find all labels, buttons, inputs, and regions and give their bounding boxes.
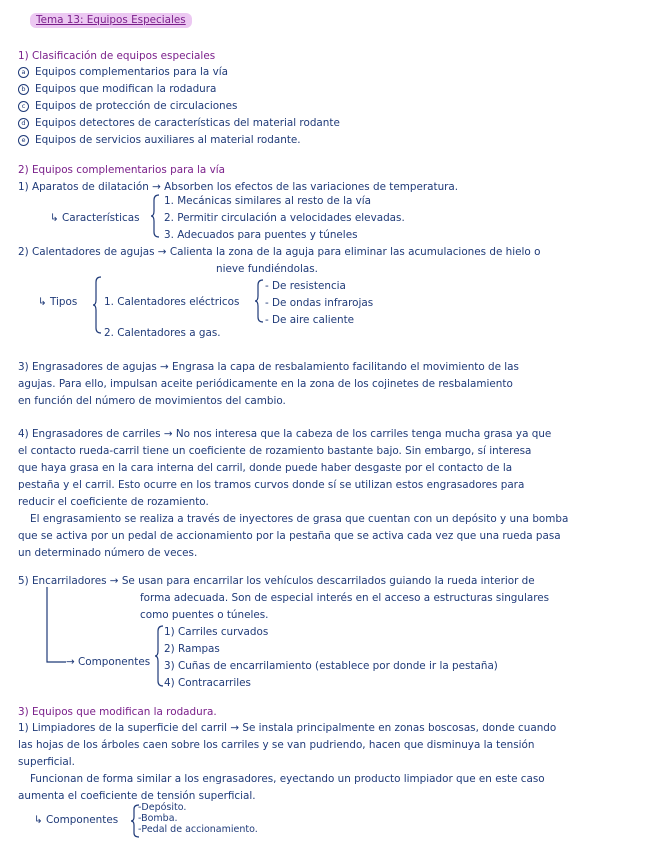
- electric-subtype: - De resistencia: [265, 280, 346, 292]
- section-2-heading: 2) Equipos complementarios para la vía: [18, 164, 225, 176]
- heater-type-electric: 1. Calentadores eléctricos: [104, 296, 240, 308]
- circled-letter-badge: e: [18, 135, 29, 146]
- paragraph-line: que haya grasa en la cara interna del carril, donde puede haber desgaste por el contacto de la: [18, 462, 513, 474]
- component-item: -Bomba.: [138, 813, 178, 824]
- paragraph-line: El engrasamiento se realiza a través de inyectores de grasa que cuentan con un depósito y una bomba: [30, 513, 569, 525]
- list-item: b Equipos que modifican la rodadura: [18, 82, 216, 96]
- paragraph-line: las hojas de los árboles caen sobre los carriles y se van pudriendo, hacen que disminuya la tensión: [18, 739, 535, 751]
- section-3-heading: 3) Equipos que modifican la rodadura.: [18, 706, 217, 718]
- component-item: 3) Cuñas de encarrilamiento (establece por donde ir la pestaña): [164, 660, 498, 672]
- paragraph-line: Funcionan de forma similar a los engrasadores, eyectando un producto limpiador que en este caso: [30, 773, 545, 785]
- component-item: 1) Carriles curvados: [164, 626, 269, 638]
- paragraph-line: en función del número de movimientos del cambio.: [18, 395, 286, 407]
- characteristic-item: 1. Mecánicas similares al resto de la vía: [164, 195, 372, 207]
- paragraph-line: 1) Limpiadores de la superficie del carril → Se instala principalmente en zonas boscosas, donde cuando: [18, 722, 557, 734]
- paragraph-line: superficial.: [18, 756, 75, 768]
- paragraph-line: 3) Engrasadores de agujas → Engrasa la capa de resbalamiento facilitando el movimiento de las: [18, 361, 519, 373]
- paragraph-line: reducir el coeficiente de rozamiento.: [18, 496, 209, 508]
- paragraph-line: que se activa por un pedal de accionamiento por la pestaña que se activa cada vez que una rueda pasa: [18, 530, 561, 542]
- list-item: a Equipos complementarios para la vía: [18, 65, 228, 79]
- paragraph-line: agujas. Para ello, impulsan aceite periódicamente en la zona de los cojinetes de resbalamiento: [18, 378, 513, 390]
- component-item: -Pedal de accionamiento.: [138, 824, 258, 835]
- page-title: Tema 13: Equipos Especiales: [30, 13, 192, 28]
- characteristic-item: 2. Permitir circulación a velocidades elevadas.: [164, 212, 405, 224]
- circled-letter-badge: d: [18, 118, 29, 129]
- paragraph-line: aumenta el coeficiente de tensión superficial.: [18, 790, 256, 802]
- circled-letter-badge: a: [18, 67, 29, 78]
- component-item: -Depósito.: [138, 802, 187, 813]
- paragraph-line: como puentes o túneles.: [140, 609, 269, 621]
- paragraph-line: 5) Encarriladores → Se usan para encarrilar los vehículos descarrilados guiando la rueda interior de: [18, 575, 535, 587]
- components-label: ↳ Componentes: [34, 814, 119, 826]
- component-item: 2) Rampas: [164, 643, 220, 655]
- characteristic-item: 3. Adecuados para puentes y túneles: [164, 229, 358, 241]
- paragraph-line: forma adecuada. Son de especial interés en el acceso a estructuras singulares: [140, 592, 550, 604]
- needle-heaters-line-2: nieve fundiéndolas.: [216, 263, 318, 275]
- components-label: → Componentes: [66, 656, 151, 668]
- curly-brace: [92, 276, 102, 334]
- paragraph-line: el contacto rueda-carril tiene un coeficiente de rozamiento bastante bajo. Sin embargo, sí interesa: [18, 445, 532, 457]
- section-1-heading: 1) Clasificación de equipos especiales: [18, 50, 216, 62]
- list-item: d Equipos detectores de características del material rodante: [18, 116, 340, 130]
- circled-letter-badge: b: [18, 84, 29, 95]
- arrow-connector: [44, 586, 70, 666]
- paragraph-line: un determinado número de veces.: [18, 547, 198, 559]
- paragraph-line: 4) Engrasadores de carriles → No nos interesa que la cabeza de los carriles tenga mucha grasa ya que: [18, 428, 552, 440]
- curly-brace: [254, 279, 264, 323]
- electric-subtype: - De aire caliente: [265, 314, 355, 326]
- expansion-joints-line: 1) Aparatos de dilatación → Absorben los efectos de las variaciones de temperatura.: [18, 181, 459, 193]
- characteristics-label: ↳ Características: [50, 212, 140, 224]
- heater-type-gas: 2. Calentadores a gas.: [104, 327, 221, 339]
- curly-brace: [154, 625, 164, 687]
- types-label: ↳ Tipos: [38, 296, 78, 308]
- list-item: e Equipos de servicios auxiliares al material rodante.: [18, 133, 301, 147]
- circled-letter-badge: c: [18, 101, 29, 112]
- electric-subtype: - De ondas infrarojas: [265, 297, 374, 309]
- list-item: c Equipos de protección de circulaciones: [18, 99, 237, 113]
- curly-brace: [150, 194, 160, 238]
- component-item: 4) Contracarriles: [164, 677, 251, 689]
- needle-heaters-line: 2) Calentadores de agujas → Calienta la zona de la aguja para eliminar las acumulaciones de hielo o: [18, 246, 541, 258]
- paragraph-line: pestaña y el carril. Esto ocurre en los tramos curvos donde sí se utilizan estos engrasadores para: [18, 479, 525, 491]
